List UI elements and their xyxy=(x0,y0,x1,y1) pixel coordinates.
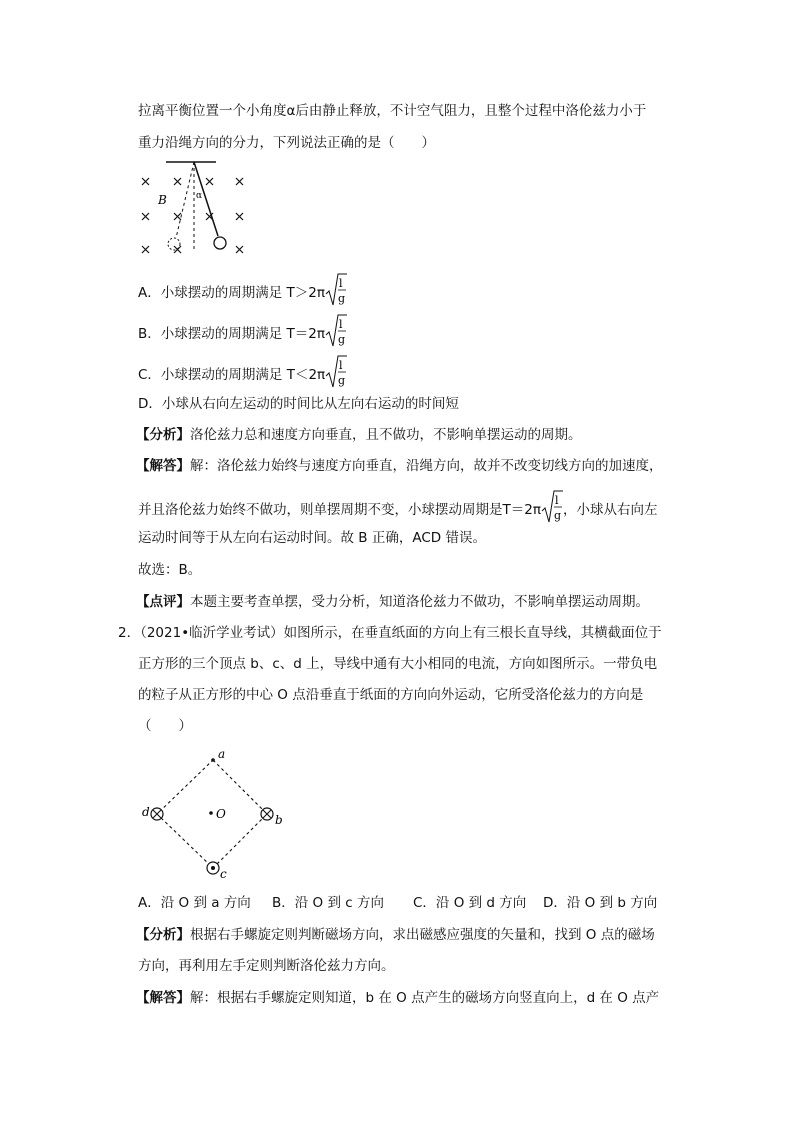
label-a: a xyxy=(218,748,226,761)
svg-text:l: l xyxy=(339,318,343,331)
angle-label: α xyxy=(196,191,203,201)
svg-text:g: g xyxy=(338,374,346,387)
q2-number: 2． xyxy=(118,625,141,641)
label-b: b xyxy=(275,813,283,827)
label-c: c xyxy=(220,867,227,881)
label-d: d xyxy=(142,805,150,819)
center-o-dot xyxy=(209,811,213,815)
sqrt-formula xyxy=(325,313,347,355)
wire-b-into-page-icon xyxy=(261,808,273,820)
q2-option-a: A．沿 O 到 a 方向 xyxy=(138,895,251,911)
q2-stem-line-4: （ ） xyxy=(138,718,192,734)
q2-analysis-line-2: 方向，再利用左手定则判断洛伦兹力方向。 xyxy=(138,958,395,974)
wire-c-out-of-page-icon xyxy=(207,862,219,874)
svg-text:l: l xyxy=(339,277,343,290)
label-o: O xyxy=(216,807,226,821)
sqrt-formula xyxy=(325,354,347,396)
q1-solution-line-1: 【解答】解：洛伦兹力始终与速度方向垂直，沿绳方向，故并不改变切线方向的加速度， xyxy=(136,458,663,474)
wire-a-dot xyxy=(211,758,215,762)
q1-option-a: A．小球摆动的周期满足 T＞2π l g xyxy=(138,272,347,314)
q2-stem-line-1: 2．（2021•临沂学业考试）如图所示，在垂直纸面的方向上有三根长直导线，其横截面位于 xyxy=(118,625,662,641)
field-crosses xyxy=(142,178,243,253)
svg-text:l: l xyxy=(339,359,343,372)
field-label: B xyxy=(158,193,167,207)
q2-option-c: C．沿 O 到 d 方向 xyxy=(413,895,527,911)
sqrt-formula xyxy=(541,489,563,531)
svg-text:l: l xyxy=(554,494,559,507)
wire-square-figure xyxy=(136,748,296,883)
sqrt-formula xyxy=(325,272,347,314)
q1-comment: 【点评】本题主要考查单摆，受力分析，知道洛伦兹力不做功，不影响单摆运动周期。 xyxy=(136,594,649,610)
q2-option-b: B．沿 O 到 c 方向 xyxy=(272,895,384,911)
svg-text:g: g xyxy=(338,292,346,305)
pendulum-figure xyxy=(136,158,256,260)
q1-stem-line-2: 重力沿绳方向的分力，下列说法正确的是（ ） xyxy=(138,135,435,151)
q2-stem-line-3: 的粒子从正方形的中心 O 点沿垂直于纸面的方向向外运动，它所受洛伦兹力的方向是 xyxy=(138,687,644,703)
q2-stem-line-2: 正方形的三个顶点 b、c、d 上，导线中通有大小相同的电流，方向如图所示。一带负电 xyxy=(138,656,658,672)
q1-option-b: B．小球摆动的周期满足 T＝2π l g xyxy=(138,313,347,355)
q1-option-c: C．小球摆动的周期满足 T＜2π l g xyxy=(138,354,347,396)
q1-solution-line-2: 并且洛伦兹力始终不做功，则单摆周期不变，小球摆动周期是T＝2π l g ，小球从右向左 xyxy=(138,489,657,531)
q1-solution-line-3: 运动时间等于从左向右运动时间。故 B 正确，ACD 错误。 xyxy=(138,530,486,546)
svg-text:g: g xyxy=(338,333,346,346)
q2-analysis-line-1: 【分析】根据右手螺旋定则判断磁场方向，求出磁感应强度的矢量和，找到 O 点的磁场 xyxy=(136,927,655,943)
q1-choice: 故选：B。 xyxy=(138,562,202,578)
q1-option-d: D．小球从右向左运动的时间比从左向右运动的时间短 xyxy=(138,396,459,412)
q2-option-d: D．沿 O 到 b 方向 xyxy=(543,895,658,911)
q1-analysis: 【分析】洛伦兹力总和速度方向垂直，且不做功，不影响单摆运动的周期。 xyxy=(136,427,582,443)
svg-text:g: g xyxy=(553,509,562,522)
q1-stem-line-1: 拉离平衡位置一个小角度α后由静止释放，不计空气阻力，且整个过程中洛伦兹力小于 xyxy=(138,103,647,119)
wire-d-into-page-icon xyxy=(151,808,163,820)
q2-solution-line-1: 【解答】解：根据右手螺旋定则知道，b 在 O 点产生的磁场方向竖直向上，d 在 O 点产 xyxy=(136,990,660,1006)
